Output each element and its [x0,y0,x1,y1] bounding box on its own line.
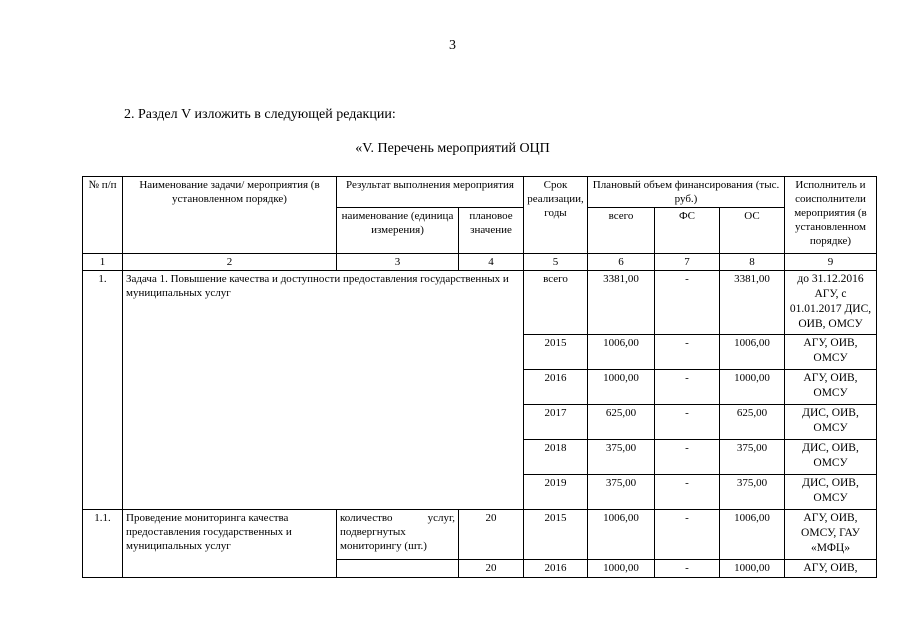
fs-cell: - [655,510,720,560]
executor-cell: АГУ, ОИВ, ОМСУ [785,335,877,370]
total-cell: 1006,00 [588,335,655,370]
col-number: 9 [785,254,877,271]
header-result: Результат выполнения мероприятия [337,177,524,208]
executor-cell: ДИС, ОИВ, ОМСУ [785,405,877,440]
total-cell: 375,00 [588,475,655,510]
fs-cell: - [655,475,720,510]
page-number: 3 [449,38,456,53]
header-executor: Исполнитель и соисполнители мероприятия (в установленном порядке) [785,177,877,254]
total-cell: 1000,00 [588,370,655,405]
os-cell: 1000,00 [720,560,785,578]
year-cell: 2018 [524,440,588,475]
col-number: 1 [83,254,123,271]
col-number: 8 [720,254,785,271]
executor-cell: АГУ, ОИВ, [785,560,877,578]
measure-number: 1.1. [83,510,123,578]
year-cell: 2019 [524,475,588,510]
header-term: Срок реализации, годы [524,177,588,254]
value-cell: 20 [459,510,524,560]
intro-text: 2. Раздел V изложить в следующей редакции: [124,107,396,122]
header-no: № п/п [83,177,123,254]
executor-cell: до 31.12.2016 АГУ, с 01.01.2017 ДИС, ОИВ, ОМСУ [785,271,877,335]
task-number: 1. [83,271,123,510]
col-number: 7 [655,254,720,271]
measure-result-name: количество услуг, подвергнутых мониторингу (шт.) [337,510,459,560]
os-cell: 1006,00 [720,510,785,560]
year-cell: 2016 [524,370,588,405]
executor-cell: ДИС, ОИВ, ОМСУ [785,440,877,475]
os-cell: 1000,00 [720,370,785,405]
col-number: 5 [524,254,588,271]
header-result-name: наименование (единица измерения) [337,208,459,254]
header-os: ОС [720,208,785,254]
header-row [83,177,877,208]
header-finance: Плановый объем финансирования (тыс. руб.) [588,177,785,208]
os-cell: 3381,00 [720,271,785,335]
fs-cell: - [655,560,720,578]
col-number: 6 [588,254,655,271]
value-cell: 20 [459,560,524,578]
col-number: 4 [459,254,524,271]
measure-result-name-empty [337,560,459,578]
year-cell: 2015 [524,335,588,370]
fs-cell: - [655,370,720,405]
task-name: Задача 1. Повышение качества и доступности предоставления государственных и муниципальных услуг [123,271,524,510]
os-cell: 375,00 [720,475,785,510]
column-numbers-row [83,254,877,271]
header-name: Наименование задачи/ мероприятия (в установленном порядке) [123,177,337,254]
total-cell: 1006,00 [588,510,655,560]
executor-cell: АГУ, ОИВ, ОМСУ [785,370,877,405]
total-cell: 1000,00 [588,560,655,578]
fs-cell: - [655,271,720,335]
fs-cell: - [655,335,720,370]
year-cell: 2016 [524,560,588,578]
col-number: 2 [123,254,337,271]
measures-table [82,176,877,578]
col-number: 3 [337,254,459,271]
os-cell: 1006,00 [720,335,785,370]
os-cell: 625,00 [720,405,785,440]
header-fs: ФС [655,208,720,254]
year-cell: 2015 [524,510,588,560]
year-cell: всего [524,271,588,335]
year-cell: 2017 [524,405,588,440]
total-cell: 625,00 [588,405,655,440]
header-result-value: плановое значение [459,208,524,254]
executor-cell: АГУ, ОИВ, ОМСУ, ГАУ «МФЦ» [785,510,877,560]
table-row [83,510,877,560]
table-row [83,271,877,335]
os-cell: 375,00 [720,440,785,475]
fs-cell: - [655,405,720,440]
total-cell: 375,00 [588,440,655,475]
measure-name: Проведение мониторинга качества предоставления государственных и муниципальных услуг [123,510,337,578]
fs-cell: - [655,440,720,475]
executor-cell: ДИС, ОИВ, ОМСУ [785,475,877,510]
header-total: всего [588,208,655,254]
section-heading: «V. Перечень мероприятий ОЦП [355,141,550,156]
total-cell: 3381,00 [588,271,655,335]
